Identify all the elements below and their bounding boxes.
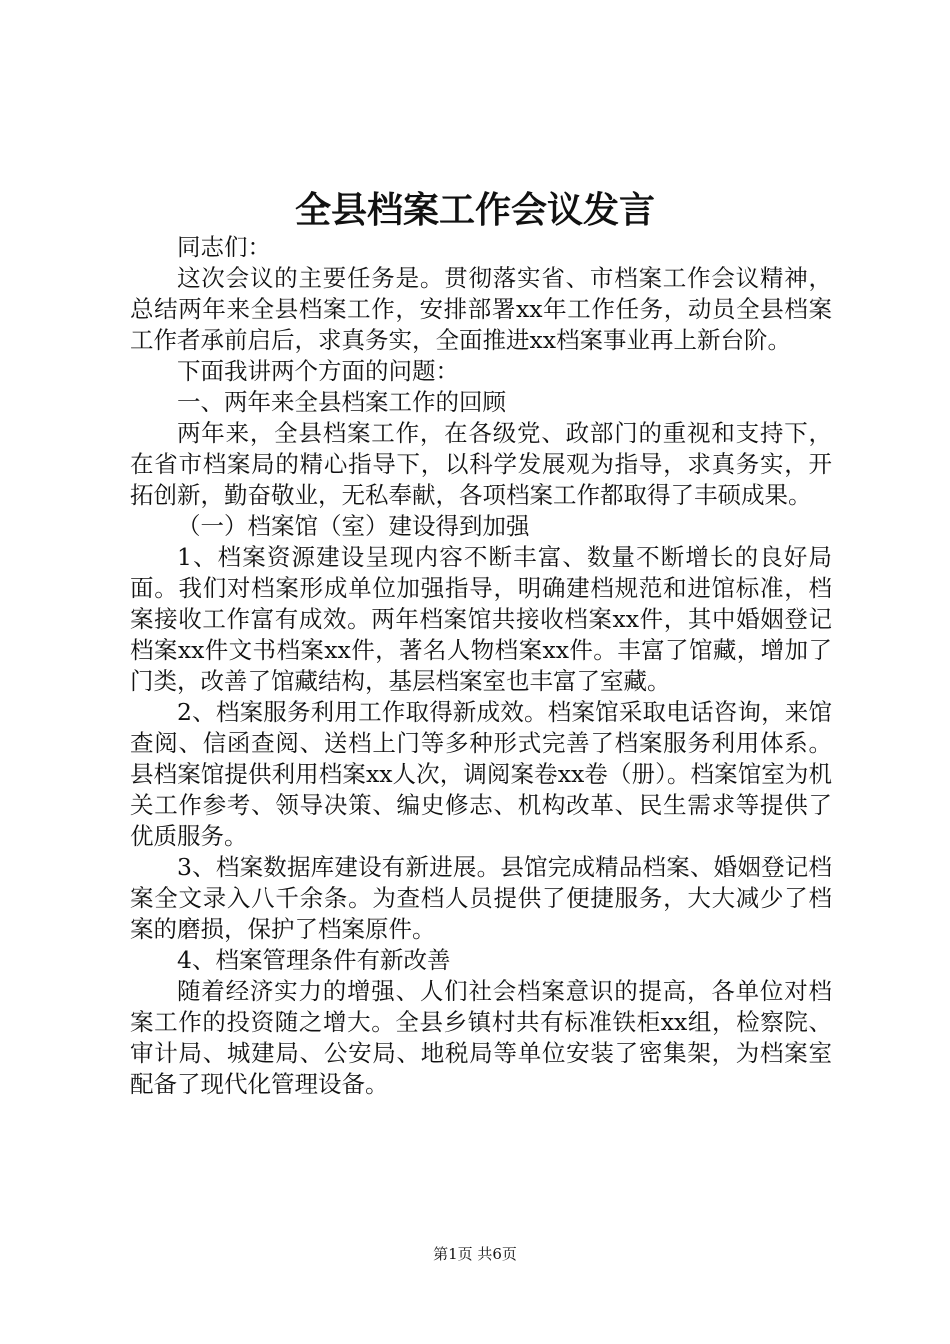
body-paragraph: 两年来，全县档案工作，在各级党、政部门的重视和支持下，在省市档案局的精心指导下，以科学发展观为指导，求真务实，开拓创新，勤奋敬业，无私奉献，各项档案工作都取得了丰硕成果。 xyxy=(130,419,832,509)
body-paragraph: 随着经济实力的增强、人们社会档案意识的提高，各单位对档案工作的投资随之增大。全县乡镇村共有标准铁柜xx组，检察院、审计局、城建局、公安局、地税局等单位安装了密集架，为档案室配备了现代化管理设备。 xyxy=(130,977,832,1098)
section-heading: 一、两年来全县档案工作的回顾 xyxy=(177,388,506,416)
body-paragraph: 1、档案资源建设呈现内容不断丰富、数量不断增长的良好局面。我们对档案形成单位加强指导，明确建档规范和进馆标准，档案接收工作富有成效。两年档案馆共接收档案xx件，其中婚姻登记档案xx件文书档案xx件，著名人物档案xx件。丰富了馆藏，增加了门类，改善了馆藏结构，基层档案室也丰富了室藏。 xyxy=(130,543,832,695)
page-number-footer: 第1页 共6页 xyxy=(433,1245,517,1263)
greeting-paragraph: 同志们： xyxy=(177,233,271,261)
body-paragraph: 这次会议的主要任务是。贯彻落实省、市档案工作会议精神，总结两年来全县档案工作，安排部署xx年工作任务，动员全县档案工作者承前启后，求真务实，全面推进xx档案事业再上新台阶。 xyxy=(130,264,832,354)
body-paragraph: 3、档案数据库建设有新进展。县馆完成精品档案、婚姻登记档案全文录入八千余条。为查档人员提供了便捷服务，大大减少了档案的磨损，保护了档案原件。 xyxy=(130,853,832,943)
subsection-heading: （一）档案馆（室）建设得到加强 xyxy=(177,512,530,540)
body-paragraph: 下面我讲两个方面的问题： xyxy=(177,357,459,385)
document-title: 全县档案工作会议发言 xyxy=(294,189,655,231)
body-paragraph: 2、档案服务利用工作取得新成效。档案馆采取电话咨询，来馆查阅、信函查阅、送档上门等多种形式完善了档案服务利用体系。县档案馆提供利用档案xx人次，调阅案卷xx卷（册）。档案馆室为机关工作参考、领导决策、编史修志、机构改革、民生需求等提供了优质服务。 xyxy=(130,698,832,850)
body-paragraph: 4、档案管理条件有新改善 xyxy=(177,946,451,974)
document-body xyxy=(130,232,832,1100)
